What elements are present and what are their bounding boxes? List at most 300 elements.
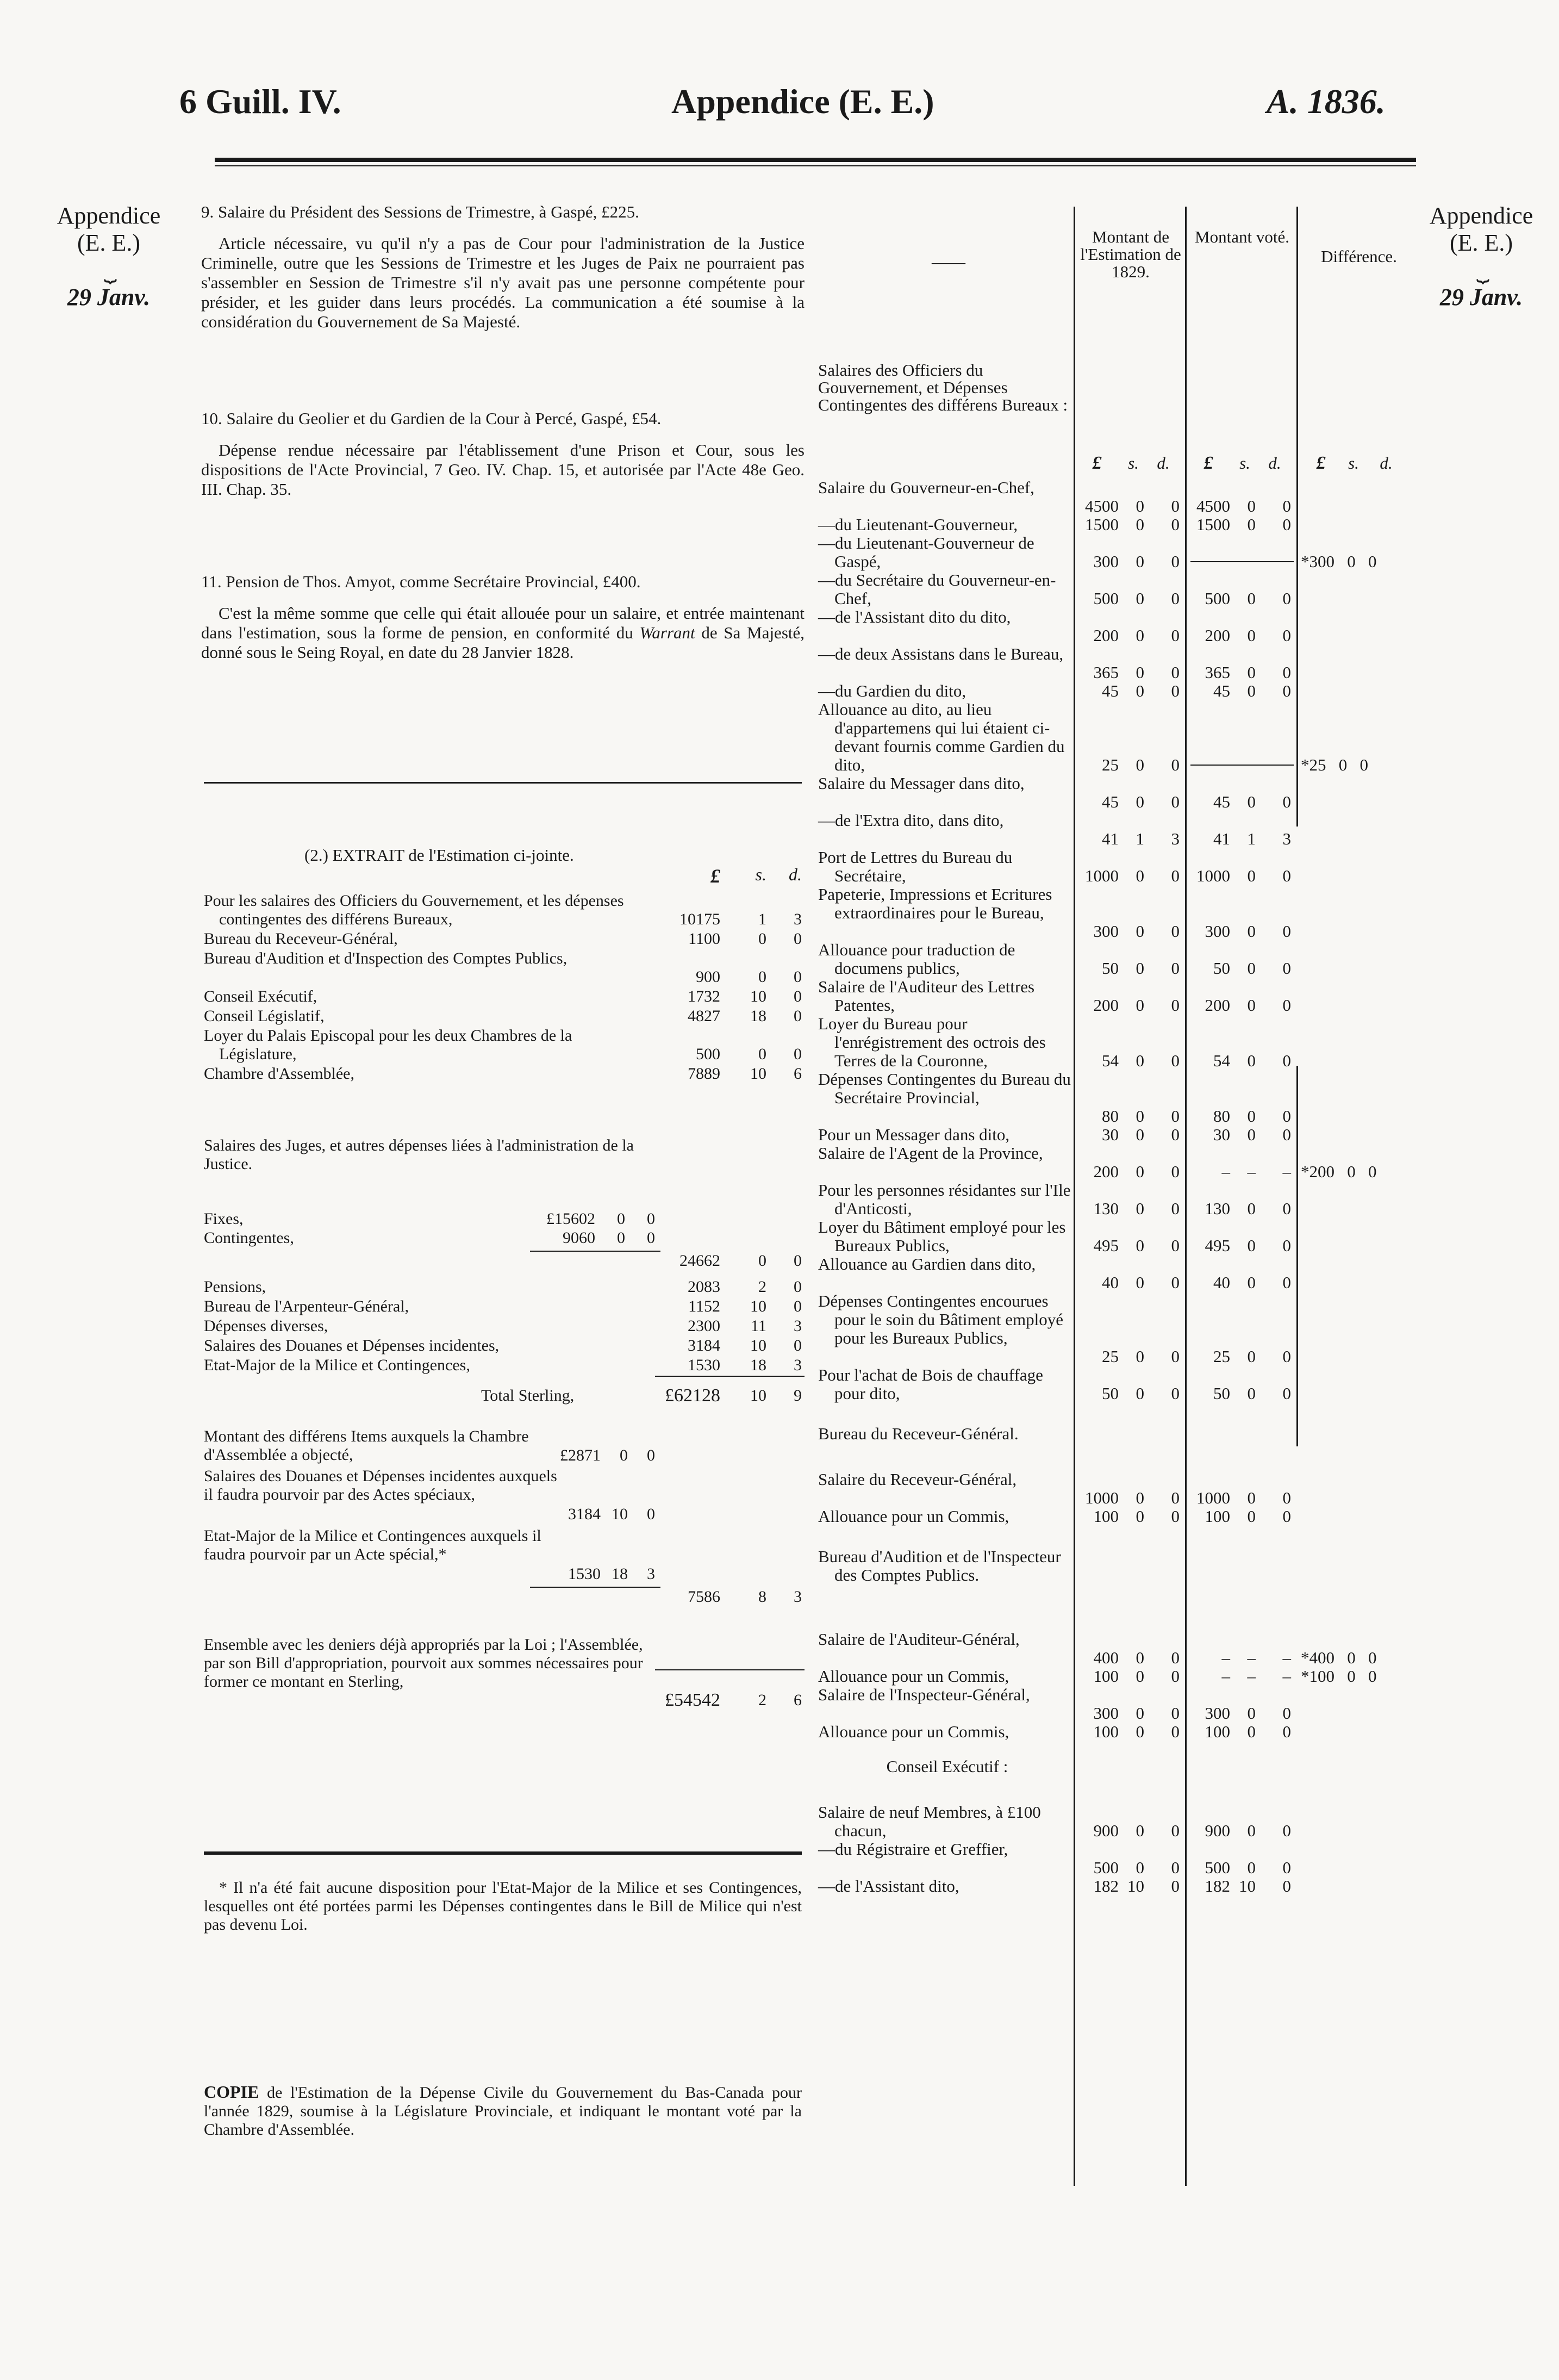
estimation-value: 1000 [1085,866,1119,885]
vote-value: 30 [1213,1125,1230,1144]
difference-value: *100 0 0 [1301,1667,1377,1686]
estimation-value: 10 [1127,1876,1144,1896]
margin-right-date: 29 Janv. [1439,284,1523,310]
contingentes-shillings: 0 [617,1229,625,1247]
vote-value: 0 [1282,1722,1291,1741]
row-description: —de l'Extra dito, dans dito, [818,811,1004,830]
estimation-value: 0 [1171,1051,1180,1070]
estimation-value: 0 [1136,1722,1144,1741]
contingentes-pounds: 9060 [563,1229,595,1247]
margin-left-title: Appendice [57,202,161,229]
vote-value: 0 [1282,1704,1291,1723]
estimation-value: 0 [1171,1273,1180,1292]
vote-value: 0 [1282,1488,1291,1507]
extract-row-pounds: 7889 [688,1065,720,1083]
estimation-value: 0 [1171,1722,1180,1741]
extract-row-pence: 6 [794,1065,802,1083]
extract-row-pence: 0 [794,987,802,1005]
vote-value: 0 [1247,996,1256,1015]
vote-value: 0 [1247,1384,1256,1403]
estimation-value: 0 [1171,866,1180,885]
extract-row-pounds: 1100 [688,930,720,948]
estimation-value: 500 [1093,589,1119,608]
douanes-pounds: 3184 [568,1505,601,1523]
vote-value: 0 [1282,681,1291,700]
estimation-value: 0 [1136,1821,1144,1840]
vote-value: 0 [1282,626,1291,645]
vote-value: 300 [1205,922,1230,941]
row-description: Allouance au dito, au lieu d'appartemens qui lui étaient ci-devant fournis comme Gardien du dito, [818,700,1065,774]
item-9-title: 9. Salaire du Président des Sessions de Trimestre, à Gaspé, £225. [201,202,639,221]
estimation-value: 1000 [1085,1488,1119,1507]
contingentes-pence: 0 [647,1229,655,1247]
vote-value: 0 [1247,1051,1256,1070]
row-description: —de l'Assistant dito du dito, [818,607,1011,626]
vote-value: 3 [1282,829,1291,848]
estimation-value: 0 [1171,1876,1180,1896]
estimation-value: 365 [1093,663,1119,682]
row-description: Loyer du Bâtiment employé pour les Bureaux Publics, [818,1217,1066,1255]
juges-total-pence: 0 [794,1252,802,1270]
vote-value: 0 [1282,496,1291,515]
vote-value: 1 [1247,829,1256,848]
vote-value: 0 [1282,515,1291,534]
estimation-value: 41 [1102,829,1119,848]
estimation-value: 25 [1102,755,1119,774]
estimation-value: 4500 [1085,496,1119,515]
milice-shillings: 18 [612,1565,628,1583]
margin-left-sub: (E. E.) [77,229,141,256]
margin-right-sub: (E. E.) [1449,229,1513,256]
difference-value: *25 0 0 [1301,755,1368,774]
vote-value: 25 [1213,1347,1230,1366]
total-pence: 9 [794,1387,802,1405]
estimation-value: 300 [1093,922,1119,941]
estimation-value: 0 [1136,792,1144,811]
extract-row-shillings: 1 [758,910,766,928]
item-10-title: 10. Salaire du Geolier et du Gardien de la Cour à Percé, Gaspé, £54. [201,409,662,428]
vote-value: – [1247,1162,1256,1181]
douanes-pence: 0 [647,1505,655,1523]
vote-omitted-rule [1190,765,1294,766]
ensemble-pence: 6 [794,1691,802,1709]
vote-value: 0 [1282,1273,1291,1292]
estimation-value: 0 [1136,1488,1144,1507]
vote-value: 0 [1247,1125,1256,1144]
section-heading: Conseil Exécutif : [886,1757,1008,1776]
item-9-body: Article nécessaire, vu qu'il n'y a pas de Cour pour l'administration de la Justice Criminelle, outre que les Sessions de Trimestre et les Juges de Paix ne pourraient pas s'assembler en Session de Trimestre s'il n'y avait pas une personne compétente pour présider, et les guider dans leurs procédés. La communication a été soumise à la considération du Gouvernement de Sa Majesté. [201,234,805,331]
unit-label: £ [1316,453,1326,473]
row-description: Allouance au Gardien dans dito, [818,1254,1036,1273]
extract-row2-shillings: 11 [751,1317,766,1335]
estimation-table [818,207,1416,2186]
vote-value: 1500 [1196,515,1230,534]
extract-row-label: Chambre d'Assemblée, [204,1065,355,1083]
vote-value: 45 [1213,792,1230,811]
estimation-value: 0 [1171,922,1180,941]
row-description: —de l'Assistant dito, [818,1876,959,1896]
col-rule-3 [1296,207,1298,827]
difference-value: *300 0 0 [1301,552,1377,571]
extract-row-label: Conseil Législatif, [204,1007,325,1025]
row-description: Loyer du Bureau pour l'enrégistrement des octrois des Terres de la Couronne, [818,1014,1046,1070]
vote-value: 0 [1247,663,1256,682]
vote-value: 0 [1282,959,1291,978]
juges-subtotal-rule [530,1251,660,1252]
vote-value: 10 [1239,1876,1256,1896]
vote-value: 0 [1282,1051,1291,1070]
extract-row-shillings: 10 [750,987,766,1005]
margin-note-left [52,202,166,311]
estimation-value: 0 [1171,1347,1180,1366]
vote-value: 0 [1282,663,1291,682]
estimation-value: 0 [1136,1347,1144,1366]
estimation-value: 0 [1136,1704,1144,1723]
vote-value: 0 [1282,1236,1291,1255]
unit-label: d. [1157,453,1170,473]
juges-total-pounds: 24662 [679,1252,720,1270]
estimation-value: 0 [1136,1107,1144,1126]
extract-row-pounds: 500 [696,1045,720,1063]
objete-label: Montant des différens Items auxquels la Chambre d'Assemblée a objecté, [204,1427,529,1464]
unit-label: £ [1092,453,1102,473]
estimation-value: 0 [1171,626,1180,645]
estimation-value: 0 [1171,1384,1180,1403]
vote-value: 130 [1205,1199,1230,1218]
extract-row-label: Conseil Exécutif, [204,987,317,1005]
estimation-value: 50 [1102,959,1119,978]
vote-value: 500 [1205,589,1230,608]
estimation-value: 0 [1171,1488,1180,1507]
difference-value: *400 0 0 [1301,1648,1377,1667]
unit-label: s. [1348,453,1359,473]
estimation-value: 0 [1171,515,1180,534]
estimation-value: 0 [1136,663,1144,682]
extract-row-label: Pour les salaires des Officiers du Gouvernement, et les dépenses contingentes des différens Bureaux, [204,892,624,928]
estimation-value: 0 [1136,1199,1144,1218]
row-description: —de deux Assistans dans le Bureau, [818,644,1064,663]
estimation-value: 0 [1171,496,1180,515]
vote-value: 0 [1247,1199,1256,1218]
extract-row2-pounds: 2083 [688,1278,720,1296]
extract-row2-pounds: 1530 [688,1356,720,1374]
head-vote: Montant voté. [1195,227,1289,246]
extract-row-label: Loyer du Palais Episcopal pour les deux Chambres de la Législature, [204,1027,572,1063]
juges-total-shillings: 0 [758,1252,766,1270]
head-dash: —— [932,252,965,271]
vote-value: 0 [1282,1858,1291,1877]
unit-label: s. [1239,453,1250,473]
estimation-value: 0 [1171,755,1180,774]
estimation-value: 45 [1102,792,1119,811]
vote-value: 0 [1247,1507,1256,1526]
estimation-value: 100 [1093,1667,1119,1686]
estimation-value: 0 [1136,1162,1144,1181]
ensemble-shillings: 2 [758,1691,766,1709]
copie-paragraph [204,2083,802,2139]
vote-value: 495 [1205,1236,1230,1255]
estimation-value: 0 [1136,755,1144,774]
copie-body: de l'Estimation de la Dépense Civile du Gouvernement du Bas-Canada pour l'année 1829, soumise à la Législature Provinciale, et indiquant le montant voté par la Chambre d'Assemblée. [204,2084,802,2139]
vote-value: – [1247,1648,1256,1667]
estimation-value: 0 [1171,1667,1180,1686]
vote-value: 100 [1205,1507,1230,1526]
estimation-value: 45 [1102,681,1119,700]
objete-shillings: 0 [620,1446,628,1464]
estimation-value: 80 [1102,1107,1119,1126]
item-11-body-a: C'est la même somme que celle qui était allouée pour un salaire, et entrée maintenant dans l'estimation, sous la forme de pension, en conformité du [201,604,805,642]
extract-row-pence: 0 [794,1045,802,1063]
row-description: Pour l'achat de Bois de chauffage pour dito, [818,1365,1043,1403]
vote-value: 0 [1247,681,1256,700]
estimation-value: 0 [1171,959,1180,978]
estimation-value: 130 [1093,1199,1119,1218]
sub-total-pounds: 7586 [688,1588,720,1606]
item-11-warrant: Warrant [639,623,695,642]
estimation-value: 200 [1093,1162,1119,1181]
estimation-value: 300 [1093,552,1119,571]
extract-row-pounds: 10175 [679,910,720,928]
row-description: Allouance pour traduction de documens publics, [818,940,1015,978]
row-description: Papeterie, Impressions et Ecritures extraordinaires pour le Bureau, [818,885,1052,922]
extract-head-pound: £ [710,865,720,887]
vote-value: 0 [1282,1821,1291,1840]
header-rule-thin [215,165,1416,166]
estimation-value: 30 [1102,1125,1119,1144]
section-heading: Bureau d'Audition et de l'Inspecteur des Comptes Publics. [818,1547,1061,1584]
estimation-value: 500 [1093,1858,1119,1877]
vote-value: 0 [1247,1107,1256,1126]
vote-value: 0 [1282,792,1291,811]
estimation-value: 1500 [1085,515,1119,534]
unit-label: d. [1268,453,1281,473]
estimation-value: 0 [1136,1667,1144,1686]
row-description: —du Secrétaire du Gouverneur-en-Chef, [818,570,1056,608]
item-10 [201,409,805,499]
unit-label: £ [1203,453,1213,473]
section-officiers: Salaires des Officiers du Gouvernement, et Dépenses Contingentes des différens Bureaux : [818,361,1068,414]
fixes-label: Fixes, [204,1210,244,1228]
item-10-body: Dépense rendue nécessaire par l'établissement d'une Prison et Cour, sous les dispositions de l'Acte Provincial, 7 Geo. IV. Chap. 15, et autorisée par l'Acte 48e Geo. III. Chap. 35. [201,440,805,499]
header-rule-thick [215,158,1416,162]
vote-value: – [1247,1667,1256,1686]
estimation-value: 0 [1171,681,1180,700]
total-rule [655,1376,805,1377]
estimation-value: 0 [1171,663,1180,682]
row-description: Salaire de l'Inspecteur-Général, [818,1685,1030,1704]
extract-row-shillings: 10 [750,1065,766,1083]
estimation-value: 0 [1171,1162,1180,1181]
estimation-value: 0 [1136,589,1144,608]
row-description: Pour les personnes résidantes sur l'Ile d'Anticosti, [818,1180,1071,1218]
header-left: 6 Guill. IV. [179,82,341,121]
ensemble-pounds: £54542 [665,1690,720,1710]
extract-row-pence: 3 [794,910,802,928]
extract-row2-pounds: 2300 [688,1317,720,1335]
extract-row2-label: Etat-Major de la Milice et Contingences, [204,1356,470,1374]
estimation-value: 0 [1136,681,1144,700]
vote-value: 50 [1213,1384,1230,1403]
extract-row2-pounds: 3184 [688,1337,720,1354]
vote-value: 500 [1205,1858,1230,1877]
estimation-value: 0 [1136,626,1144,645]
extract-row2-label: Bureau de l'Arpenteur-Général, [204,1297,409,1315]
estimation-value: 0 [1136,1051,1144,1070]
extract-table [204,865,807,1789]
extract-row2-label: Salaires des Douanes et Dépenses incidentes, [204,1337,500,1354]
vote-value: 0 [1247,792,1256,811]
vote-value: 0 [1282,1347,1291,1366]
vote-value: 0 [1247,959,1256,978]
header-center: Appendice (E. E.) [671,82,934,121]
vote-value: 0 [1282,996,1291,1015]
vote-value: 0 [1282,1507,1291,1526]
left-divider-1 [204,782,802,784]
unit-label: d. [1380,453,1393,473]
row-description: Port de Lettres du Bureau du Secrétaire, [818,848,1013,885]
row-description: —du Lieutenant-Gouverneur, [818,515,1018,534]
extract-row2-pence: 3 [794,1317,802,1335]
estimation-value: 0 [1136,1507,1144,1526]
contingentes-label: Contingentes, [204,1229,294,1247]
vote-value: 0 [1247,1722,1256,1741]
estimation-value: 0 [1136,1273,1144,1292]
vote-value: 0 [1282,1107,1291,1126]
estimation-value: 182 [1093,1876,1119,1896]
estimation-value: 100 [1093,1507,1119,1526]
extract-row2-pence: 0 [794,1278,802,1296]
total-shillings: 10 [750,1387,766,1405]
estimation-value: 0 [1136,1384,1144,1403]
estimation-value: 0 [1171,1648,1180,1667]
extract-row2-pence: 0 [794,1337,802,1354]
header-right: A. 1836. [1267,82,1386,121]
item-11 [201,572,805,662]
vote-value: – [1282,1162,1291,1181]
extract-row-shillings: 0 [758,968,766,986]
milice-pounds: 1530 [568,1565,601,1583]
douanes-shillings: 10 [612,1505,628,1523]
estimation-value: 495 [1093,1236,1119,1255]
copie-lead: COPIE [204,2082,259,2102]
vote-value: 50 [1213,959,1230,978]
estimation-value: 200 [1093,996,1119,1015]
vote-value: 0 [1282,1876,1291,1896]
extract-row-shillings: 18 [750,1007,766,1025]
vote-value: 0 [1282,922,1291,941]
extract-row2-shillings: 18 [750,1356,766,1374]
vote-value: 0 [1247,589,1256,608]
objete-pounds: £2871 [560,1446,601,1464]
extract-row2-label: Dépenses diverses, [204,1317,328,1335]
vote-value: 0 [1247,626,1256,645]
extract-row2-shillings: 10 [750,1337,766,1354]
extract-row-pence: 0 [794,968,802,986]
ensemble-label: Ensemble avec les deniers déjà appropriés par la Loi ; l'Assemblée, par son Bill d'appropriation, pourvoit aux sommes nécessaires pour former ce montant en Sterling, [204,1636,643,1691]
row-description: Dépenses Contingentes du Bureau du Secrétaire Provincial, [818,1070,1071,1107]
vote-value: 0 [1247,1821,1256,1840]
estimation-value: 0 [1136,996,1144,1015]
vote-value: 0 [1247,866,1256,885]
estimation-value: 0 [1136,552,1144,571]
estimation-value: 0 [1136,1648,1144,1667]
unit-label: s. [1128,453,1139,473]
vote-value: 80 [1213,1107,1230,1126]
vote-value: 300 [1205,1704,1230,1723]
estimation-value: 0 [1171,792,1180,811]
extract-head-shilling: s. [755,865,766,884]
objete-pence: 0 [647,1446,655,1464]
vote-value: 0 [1282,1199,1291,1218]
douanes-label: Salaires des Douanes et Dépenses incidentes auxquels il faudra pourvoir par des Actes spéciaux, [204,1467,557,1503]
vote-value: 40 [1213,1273,1230,1292]
head-estimation: Montant de l'Estimation de 1829. [1080,227,1181,281]
vote-value: 0 [1247,1488,1256,1507]
row-description: Allouance pour un Commis, [818,1722,1009,1741]
extract-row2-shillings: 10 [750,1297,766,1315]
vote-value: 4500 [1196,496,1230,515]
vote-value: 0 [1282,1384,1291,1403]
extract-row-shillings: 0 [758,1045,766,1063]
extract-row-label: Bureau du Receveur-Général, [204,930,398,948]
head-difference: Différence. [1321,247,1397,266]
fixes-shillings: 0 [617,1210,625,1228]
vote-value: 0 [1247,496,1256,515]
difference-value: *200 0 0 [1301,1162,1377,1181]
estimation-value: 1 [1136,829,1144,848]
estimation-value: 0 [1171,589,1180,608]
vote-value: 0 [1247,1704,1256,1723]
estimation-value: 0 [1171,552,1180,571]
vote-omitted-rule [1190,561,1294,562]
extract-row-pounds: 900 [696,968,720,986]
estimation-value: 100 [1093,1722,1119,1741]
vote-value: 45 [1213,681,1230,700]
estimation-value: 0 [1136,866,1144,885]
row-description: —du Gardien du dito, [818,681,966,700]
vote-value: 0 [1247,1236,1256,1255]
fixes-pounds: £15602 [546,1210,595,1228]
fixes-pence: 0 [647,1210,655,1228]
col-rule-3b [1296,1066,1298,1446]
footnote: * Il n'a été fait aucune disposition pour l'Etat-Major de la Milice et ses Contingences, lesquelles ont été portées parmi les Dépenses contingentes dans le Bill de Milice qui n'est pas devenu Loi. [204,1879,802,1934]
row-description: Pour un Messager dans dito, [818,1125,1010,1144]
milice-label: Etat-Major de la Milice et Contingences auxquels il faudra pourvoir par un Acte spécial,* [204,1527,541,1563]
vote-value: 0 [1247,1347,1256,1366]
vote-value: – [1282,1648,1291,1667]
extract-row-pence: 0 [794,930,802,948]
vote-value: 1000 [1196,1488,1230,1507]
estimation-value: 0 [1171,1858,1180,1877]
estimation-value: 3 [1171,829,1180,848]
col-rule-2 [1185,207,1187,2186]
milice-pence: 3 [647,1565,655,1583]
estimation-value: 0 [1136,1858,1144,1877]
extract-row2-shillings: 2 [758,1278,766,1296]
vote-value: 200 [1205,996,1230,1015]
estimation-value: 0 [1171,1236,1180,1255]
estimation-value: 0 [1136,496,1144,515]
estimation-value: 0 [1136,922,1144,941]
estimation-value: 0 [1171,1821,1180,1840]
row-description: —du Lieutenant-Gouverneur de Gaspé, [818,533,1034,571]
vote-value: 54 [1213,1051,1230,1070]
sub-total-rule [530,1587,660,1588]
row-description: Salaire de l'Agent de la Province, [818,1144,1043,1163]
vote-value: 0 [1282,1125,1291,1144]
row-description: —du Régistraire et Greffier, [818,1840,1008,1859]
extract-row2-label: Pensions, [204,1278,266,1296]
